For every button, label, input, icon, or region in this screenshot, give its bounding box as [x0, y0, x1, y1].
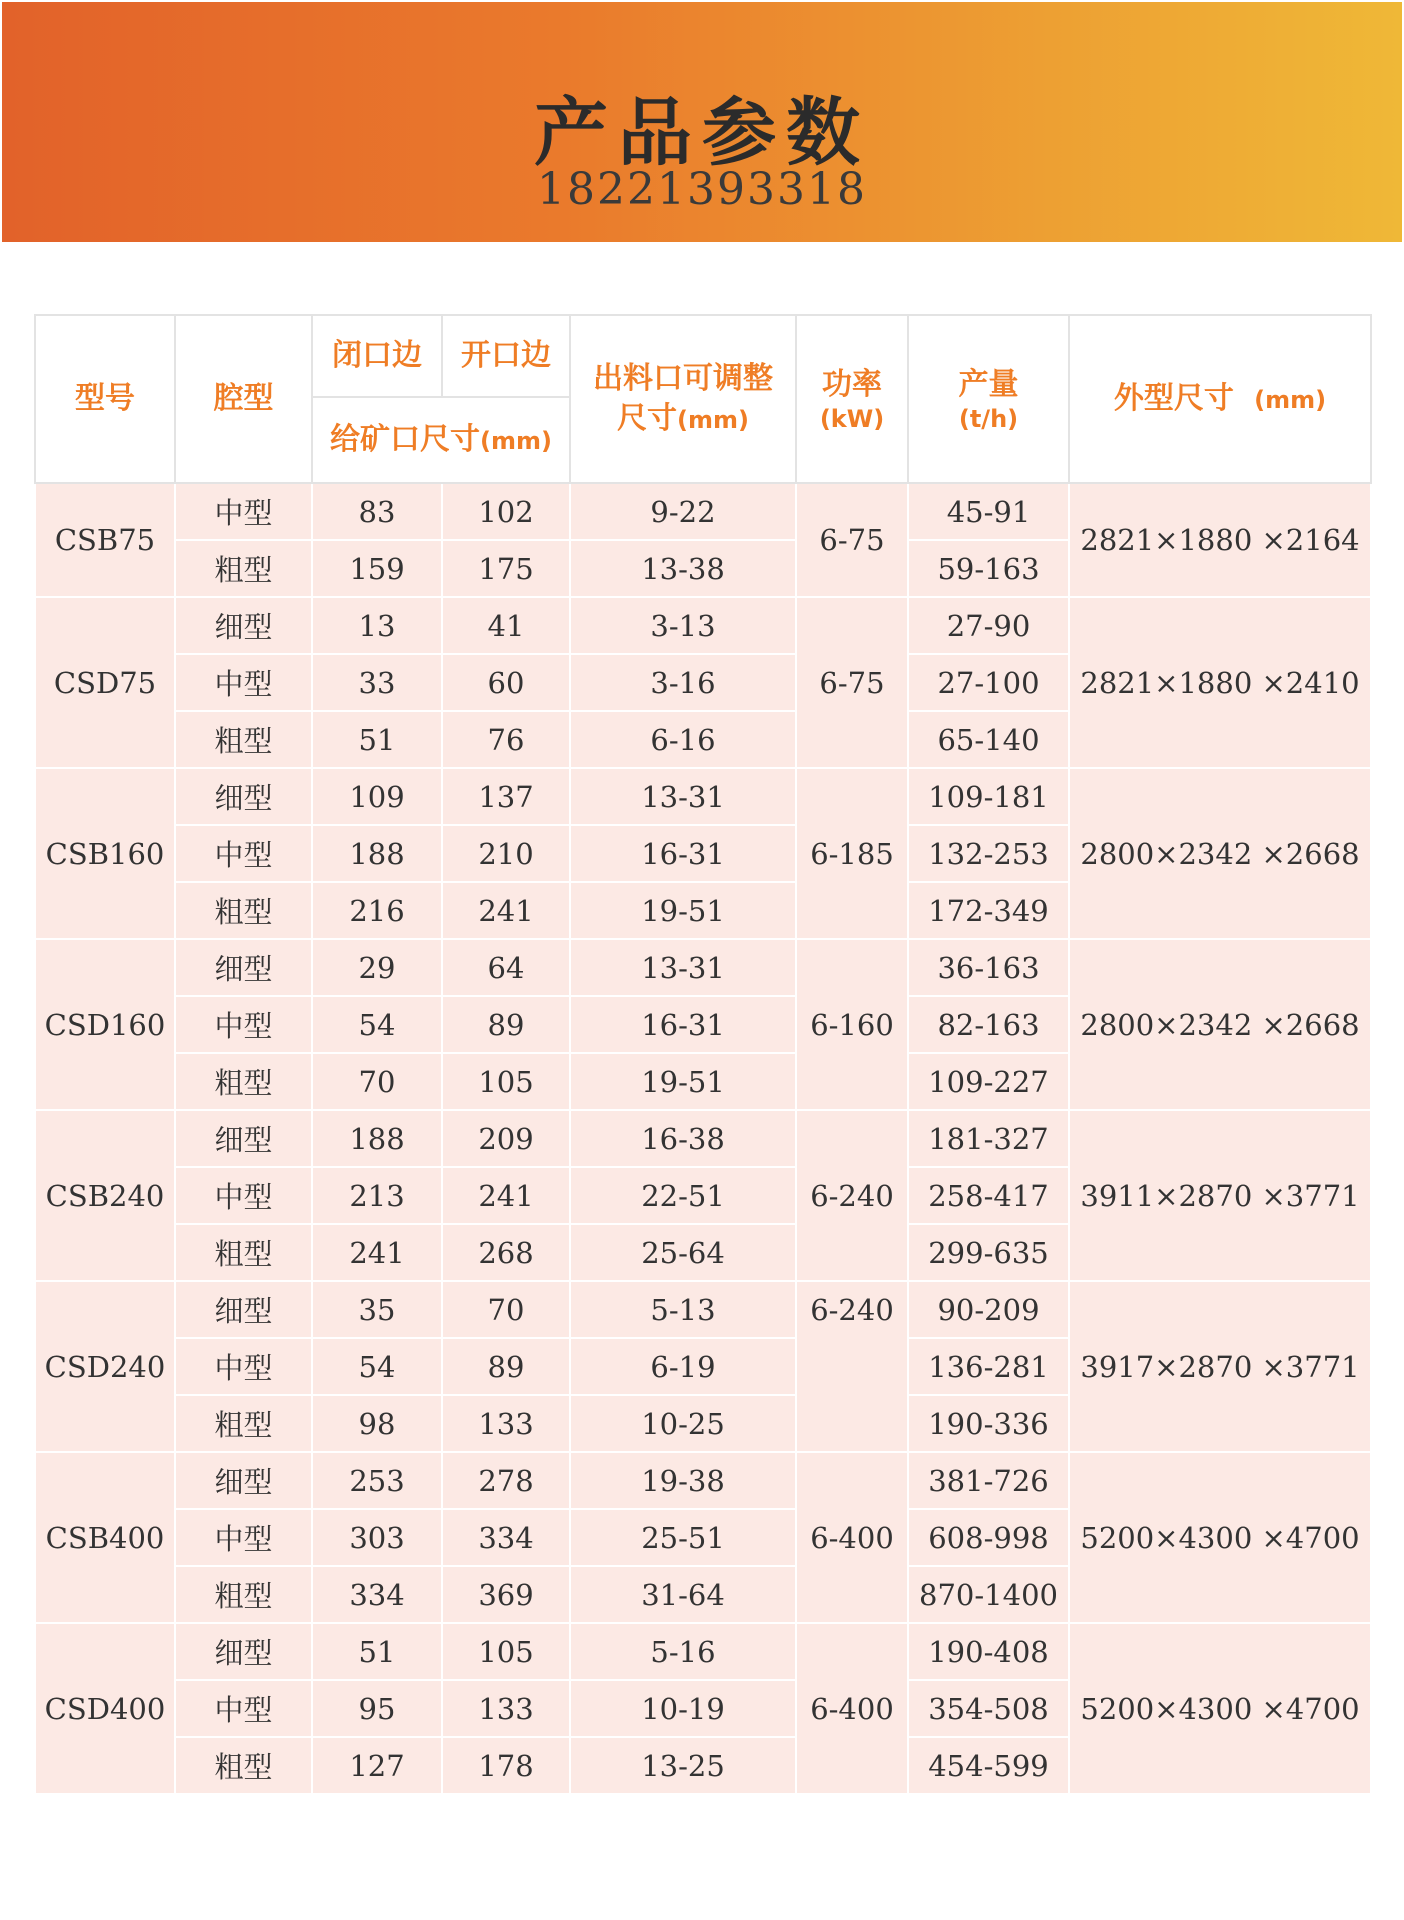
cell-discharge: 10-19 [570, 1680, 796, 1737]
cell-open-side: 105 [442, 1623, 570, 1680]
header-closed-side: 闭口边 [312, 315, 442, 397]
cell-closed-side: 51 [312, 711, 442, 768]
cell-closed-side: 127 [312, 1737, 442, 1794]
cell-open-side: 209 [442, 1110, 570, 1167]
cell-closed-side: 54 [312, 1338, 442, 1395]
cell-closed-side: 303 [312, 1509, 442, 1566]
cell-cavity: 粗型 [175, 540, 312, 597]
cell-cavity: 细型 [175, 597, 312, 654]
cell-open-side: 105 [442, 1053, 570, 1110]
cell-cavity: 中型 [175, 1680, 312, 1737]
table-body [35, 483, 1371, 1794]
cell-open-side: 241 [442, 1167, 570, 1224]
cell-dimensions: 2800×2342 ×2668 [1069, 768, 1371, 939]
cell-capacity: 381-726 [908, 1452, 1069, 1509]
cell-cavity: 中型 [175, 996, 312, 1053]
cell-closed-side: 188 [312, 825, 442, 882]
cell-closed-side: 188 [312, 1110, 442, 1167]
cell-power: 6-240 [796, 1281, 908, 1452]
cell-capacity: 258-417 [908, 1167, 1069, 1224]
cell-power: 6-75 [796, 483, 908, 597]
cell-closed-side: 29 [312, 939, 442, 996]
cell-discharge: 9-22 [570, 483, 796, 540]
cell-power: 6-400 [796, 1452, 908, 1623]
cell-closed-side: 334 [312, 1566, 442, 1623]
header-open-side: 开口边 [442, 315, 570, 397]
cell-open-side: 70 [442, 1281, 570, 1338]
cell-capacity: 608-998 [908, 1509, 1069, 1566]
cell-open-side: 41 [442, 597, 570, 654]
header-capacity: 产量 (t/h) [908, 315, 1069, 483]
cell-cavity: 中型 [175, 654, 312, 711]
cell-closed-side: 109 [312, 768, 442, 825]
cell-model: CSD160 [35, 939, 175, 1110]
cell-discharge: 16-38 [570, 1110, 796, 1167]
cell-dimensions: 3917×2870 ×3771 [1069, 1281, 1371, 1452]
cell-closed-side: 213 [312, 1167, 442, 1224]
cell-closed-side: 98 [312, 1395, 442, 1452]
cell-capacity: 59-163 [908, 540, 1069, 597]
cell-capacity: 109-181 [908, 768, 1069, 825]
cell-open-side: 133 [442, 1680, 570, 1737]
cell-open-side: 76 [442, 711, 570, 768]
cell-cavity: 细型 [175, 1110, 312, 1167]
cell-open-side: 175 [442, 540, 570, 597]
cell-discharge: 13-38 [570, 540, 796, 597]
cell-closed-side: 95 [312, 1680, 442, 1737]
cell-open-side: 60 [442, 654, 570, 711]
cell-cavity: 中型 [175, 1509, 312, 1566]
cell-model: CSD240 [35, 1281, 175, 1452]
cell-discharge: 13-31 [570, 939, 796, 996]
cell-dimensions: 2821×1880 ×2164 [1069, 483, 1371, 597]
cell-capacity: 45-91 [908, 483, 1069, 540]
cell-dimensions: 3911×2870 ×3771 [1069, 1110, 1371, 1281]
cell-discharge: 16-31 [570, 996, 796, 1053]
cell-discharge: 5-16 [570, 1623, 796, 1680]
table-row [35, 483, 1371, 540]
cell-open-side: 210 [442, 825, 570, 882]
cell-cavity: 细型 [175, 939, 312, 996]
cell-closed-side: 35 [312, 1281, 442, 1338]
cell-capacity: 870-1400 [908, 1566, 1069, 1623]
cell-power: 6-160 [796, 939, 908, 1110]
table-row [35, 597, 1371, 654]
header-banner [2, 2, 1402, 242]
header-cavity: 腔型 [175, 315, 312, 483]
cell-discharge: 5-13 [570, 1281, 796, 1338]
table-row [35, 1281, 1371, 1338]
cell-capacity: 190-408 [908, 1623, 1069, 1680]
cell-open-side: 178 [442, 1737, 570, 1794]
cell-capacity: 109-227 [908, 1053, 1069, 1110]
cell-power: 6-185 [796, 768, 908, 939]
cell-discharge: 19-51 [570, 1053, 796, 1110]
header-model: 型号 [35, 315, 175, 483]
cell-capacity: 190-336 [908, 1395, 1069, 1452]
cell-open-side: 89 [442, 996, 570, 1053]
cell-capacity: 27-90 [908, 597, 1069, 654]
cell-closed-side: 33 [312, 654, 442, 711]
cell-power: 6-400 [796, 1623, 908, 1794]
table-row [35, 1623, 1371, 1680]
cell-open-side: 278 [442, 1452, 570, 1509]
cell-cavity: 细型 [175, 768, 312, 825]
cell-cavity: 细型 [175, 1452, 312, 1509]
cell-cavity: 中型 [175, 1167, 312, 1224]
cell-open-side: 64 [442, 939, 570, 996]
cell-capacity: 132-253 [908, 825, 1069, 882]
cell-cavity: 中型 [175, 825, 312, 882]
cell-cavity: 粗型 [175, 1224, 312, 1281]
cell-capacity: 136-281 [908, 1338, 1069, 1395]
cell-closed-side: 253 [312, 1452, 442, 1509]
cell-closed-side: 54 [312, 996, 442, 1053]
cell-open-side: 268 [442, 1224, 570, 1281]
cell-cavity: 粗型 [175, 882, 312, 939]
cell-cavity: 细型 [175, 1623, 312, 1680]
cell-capacity: 181-327 [908, 1110, 1069, 1167]
cell-cavity: 粗型 [175, 711, 312, 768]
cell-model: CSB75 [35, 483, 175, 597]
cell-dimensions: 5200×4300 ×4700 [1069, 1623, 1371, 1794]
cell-closed-side: 159 [312, 540, 442, 597]
contact-phone: 18221393318 [537, 164, 867, 215]
spec-table [34, 314, 1372, 1795]
cell-discharge: 25-64 [570, 1224, 796, 1281]
cell-closed-side: 13 [312, 597, 442, 654]
cell-dimensions: 2800×2342 ×2668 [1069, 939, 1371, 1110]
cell-open-side: 241 [442, 882, 570, 939]
cell-power: 6-240 [796, 1110, 908, 1281]
cell-cavity: 粗型 [175, 1395, 312, 1452]
cell-discharge: 3-13 [570, 597, 796, 654]
cell-dimensions: 2821×1880 ×2410 [1069, 597, 1371, 768]
header-dimensions: 外型尺寸 (mm) [1069, 315, 1371, 483]
cell-open-side: 102 [442, 483, 570, 540]
cell-model: CSB160 [35, 768, 175, 939]
cell-model: CSB240 [35, 1110, 175, 1281]
cell-power: 6-75 [796, 597, 908, 768]
cell-capacity: 172-349 [908, 882, 1069, 939]
cell-discharge: 6-19 [570, 1338, 796, 1395]
cell-model: CSB400 [35, 1452, 175, 1623]
cell-cavity: 中型 [175, 483, 312, 540]
cell-cavity: 粗型 [175, 1737, 312, 1794]
cell-model: CSD75 [35, 597, 175, 768]
cell-capacity: 299-635 [908, 1224, 1069, 1281]
table-row [35, 768, 1371, 825]
table-row [35, 1110, 1371, 1167]
cell-model: CSD400 [35, 1623, 175, 1794]
cell-capacity: 90-209 [908, 1281, 1069, 1338]
cell-capacity: 65-140 [908, 711, 1069, 768]
header-discharge: 出料口可调整 尺寸(mm) [570, 315, 796, 483]
cell-capacity: 454-599 [908, 1737, 1069, 1794]
cell-closed-side: 216 [312, 882, 442, 939]
cell-cavity: 粗型 [175, 1053, 312, 1110]
cell-cavity: 细型 [175, 1281, 312, 1338]
header-power: 功率 (kW) [796, 315, 908, 483]
cell-discharge: 31-64 [570, 1566, 796, 1623]
cell-discharge: 25-51 [570, 1509, 796, 1566]
table-header [35, 315, 1371, 483]
cell-open-side: 133 [442, 1395, 570, 1452]
cell-capacity: 27-100 [908, 654, 1069, 711]
cell-cavity: 粗型 [175, 1566, 312, 1623]
cell-discharge: 16-31 [570, 825, 796, 882]
cell-closed-side: 241 [312, 1224, 442, 1281]
cell-discharge: 19-38 [570, 1452, 796, 1509]
cell-open-side: 89 [442, 1338, 570, 1395]
cell-cavity: 中型 [175, 1338, 312, 1395]
cell-capacity: 82-163 [908, 996, 1069, 1053]
page-title: 产品参数 [534, 90, 870, 176]
cell-open-side: 334 [442, 1509, 570, 1566]
cell-capacity: 354-508 [908, 1680, 1069, 1737]
cell-open-side: 137 [442, 768, 570, 825]
cell-capacity: 36-163 [908, 939, 1069, 996]
cell-discharge: 13-31 [570, 768, 796, 825]
cell-closed-side: 70 [312, 1053, 442, 1110]
cell-discharge: 3-16 [570, 654, 796, 711]
table-row [35, 939, 1371, 996]
cell-discharge: 10-25 [570, 1395, 796, 1452]
cell-discharge: 22-51 [570, 1167, 796, 1224]
cell-discharge: 6-16 [570, 711, 796, 768]
header-feed-size: 给矿口尺寸(mm) [312, 397, 570, 483]
cell-closed-side: 83 [312, 483, 442, 540]
cell-open-side: 369 [442, 1566, 570, 1623]
cell-discharge: 19-51 [570, 882, 796, 939]
cell-closed-side: 51 [312, 1623, 442, 1680]
cell-discharge: 13-25 [570, 1737, 796, 1794]
cell-dimensions: 5200×4300 ×4700 [1069, 1452, 1371, 1623]
table-row [35, 1452, 1371, 1509]
